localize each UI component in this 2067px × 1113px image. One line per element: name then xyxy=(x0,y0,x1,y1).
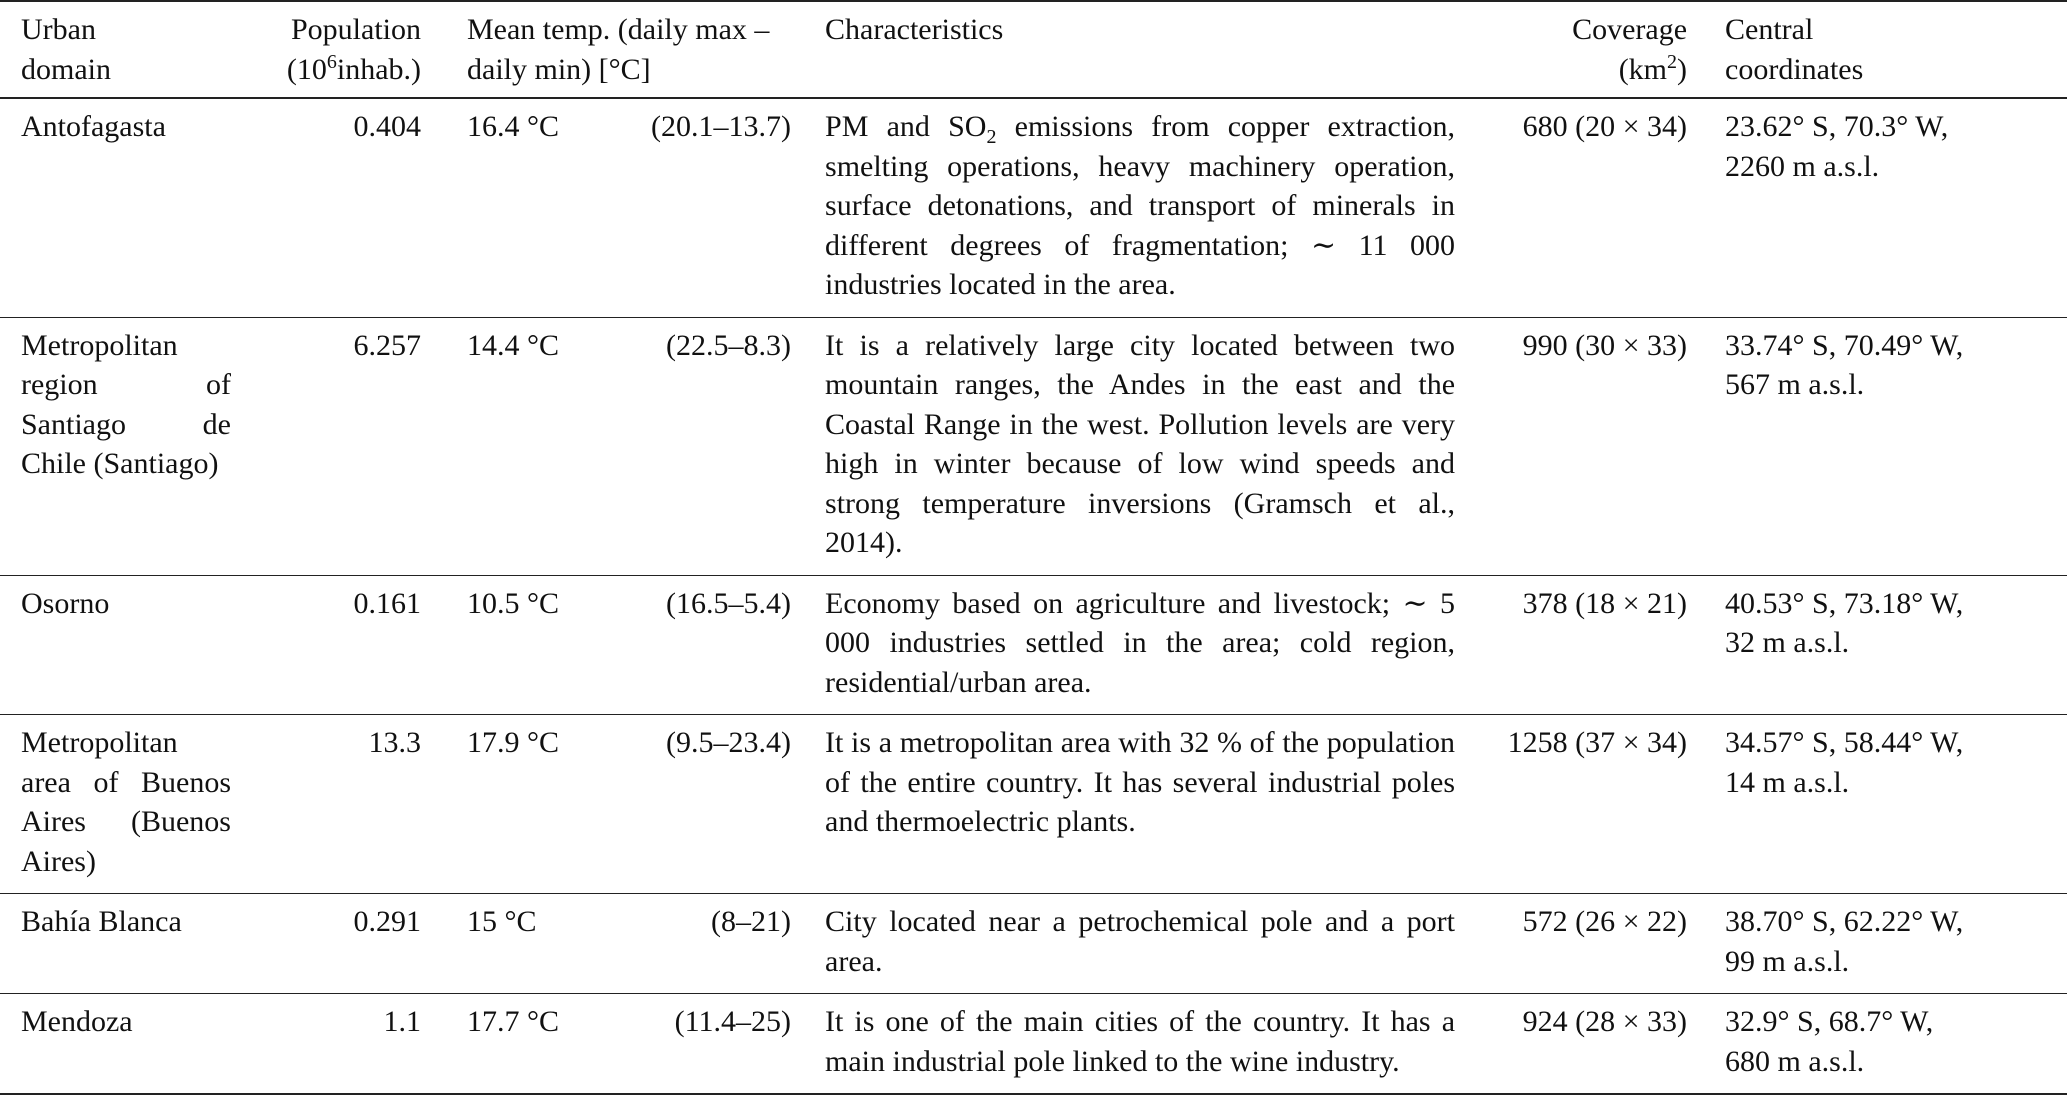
cell-mean-temp: 10.5 °C xyxy=(467,586,560,620)
cell-coverage: 572 (26 × 22) xyxy=(1522,905,1688,938)
cell-coordinates xyxy=(1725,98,2067,317)
cell-characteristics: City located near a petrochemical pole and a port area. xyxy=(825,905,1456,978)
domain-text: Mendoza xyxy=(21,1005,133,1038)
cell-characteristics: Economy based on agriculture and livestock; ∼ 5 000 industries settled in the area; cold region, residential/urban area. xyxy=(825,586,1456,699)
header-temp-line1: Mean temp. (daily max – xyxy=(467,13,770,46)
coords-line1: 32.9° S, 68.7° W, xyxy=(1725,1005,1934,1038)
cell-coverage: 924 (28 × 33) xyxy=(1522,1005,1688,1038)
cell-population: 0.161 xyxy=(353,586,421,620)
coords-line2: 680 m a.s.l. xyxy=(1725,1044,1865,1078)
header-population-unit-pre: (10 xyxy=(286,52,327,86)
header-domain-line1: Urban xyxy=(21,13,96,46)
cell-domain xyxy=(0,994,235,1095)
header-coverage-unit-sup: 2 xyxy=(1667,50,1678,73)
characteristics-subscript: 2 xyxy=(986,126,997,148)
characteristics-text-post: emissions from copper extraction, smelting operations, heavy machinery operation, surface detonations, and transport of minerals in different degrees of fragmentation; ∼ 11 000 industries located in the area. xyxy=(825,110,1456,301)
cell-coordinates xyxy=(1725,715,2067,894)
cell-coverage: 378 (18 × 21) xyxy=(1522,586,1688,620)
cell-mean-temp: 17.9 °C xyxy=(467,726,560,759)
coords-line1: 23.62° S, 70.3° W, xyxy=(1725,110,1949,143)
header-domain-line2: domain xyxy=(21,52,111,86)
cell-population: 0.291 xyxy=(353,905,421,938)
header-coords-line2: coordinates xyxy=(1725,52,1864,86)
domain-text: Antofagasta xyxy=(21,110,166,143)
header-coverage xyxy=(1455,1,1725,98)
cell-temp-range: (20.1–13.7) xyxy=(651,110,792,143)
cell-coordinates xyxy=(1725,894,2067,994)
table-row xyxy=(0,317,2067,575)
cell-mean-temp: 16.4 °C xyxy=(467,110,560,143)
table-row xyxy=(0,994,2067,1095)
cell-characteristics: It is one of the main cities of the country. It has a main industrial pole linked to the wine industry. xyxy=(825,1005,1456,1078)
cell-coverage: 990 (30 × 33) xyxy=(1522,328,1688,362)
coords-line2: 99 m a.s.l. xyxy=(1725,944,1850,978)
header-coverage-unit-pre: (km xyxy=(1618,52,1668,86)
cell-coverage: 680 (20 × 34) xyxy=(1522,110,1688,143)
cell-population: 1.1 xyxy=(383,1005,421,1038)
cell-mean-temp: 15 °C xyxy=(467,905,537,938)
coords-line1: 38.70° S, 62.22° W, xyxy=(1725,905,1964,938)
header-characteristics: Characteristics xyxy=(825,13,1004,46)
header-temp-line2: daily min) [°C] xyxy=(467,52,651,86)
domain-text: Osorno xyxy=(21,586,110,620)
table-header xyxy=(0,1,2067,98)
cell-mean-temp: 14.4 °C xyxy=(467,328,560,362)
cell-temp-range: (9.5–23.4) xyxy=(666,726,792,759)
table-row xyxy=(0,715,2067,894)
coords-line2: 32 m a.s.l. xyxy=(1725,626,1850,659)
cell-coordinates xyxy=(1725,317,2067,575)
table-body xyxy=(0,98,2067,1094)
cell-domain xyxy=(0,715,235,894)
header-coverage-line1: Coverage xyxy=(1572,13,1688,46)
header-population xyxy=(235,1,423,98)
cell-temp-range: (22.5–8.3) xyxy=(666,328,792,362)
cell-mean-temp: 17.7 °C xyxy=(467,1005,560,1038)
coords-line2: 2260 m a.s.l. xyxy=(1725,149,1880,183)
cell-domain xyxy=(0,317,235,575)
domain-text: Metropolitan region of Santiago de Chile (Santiago) xyxy=(21,328,231,480)
header-row xyxy=(0,1,2067,98)
cell-coverage: 1258 (37 × 34) xyxy=(1507,726,1688,759)
cell-domain xyxy=(0,98,235,317)
coords-line2: 567 m a.s.l. xyxy=(1725,368,1865,401)
header-population-line1: Population xyxy=(290,13,421,46)
cell-characteristics: It is a relatively large city located between two mountain ranges, the Andes in the east and the Coastal Range in the west. Pollution levels are very high in winter because of low wind speeds and strong temperature inversions (Gramsch et al., 2014). xyxy=(825,328,1456,559)
domain-text: Bahía Blanca xyxy=(21,905,182,938)
cell-coordinates xyxy=(1725,575,2067,715)
cell-coordinates xyxy=(1725,994,2067,1095)
header-coords-line1: Central xyxy=(1725,13,1814,46)
coords-line1: 40.53° S, 73.18° W, xyxy=(1725,586,1964,620)
cell-population: 6.257 xyxy=(353,328,421,362)
coords-line2: 14 m a.s.l. xyxy=(1725,765,1850,799)
characteristics-text-pre: PM and SO xyxy=(825,110,987,143)
coords-line1: 34.57° S, 58.44° W, xyxy=(1725,726,1964,759)
header-population-unit-sup: 6 xyxy=(326,50,337,73)
cell-characteristics: It is a metropolitan area with 32 % of the population of the entire country. It has several industrial poles and thermoelectric plants. xyxy=(825,726,1456,838)
header-urban-domain xyxy=(0,1,235,98)
cell-domain xyxy=(0,894,235,994)
domain-text: Metropolitan area of Buenos Aires (Buenos Aires) xyxy=(21,726,231,878)
header-central-coordinates xyxy=(1725,1,2067,98)
header-mean-temp xyxy=(423,1,825,98)
cell-temp-range: (8–21) xyxy=(711,905,792,938)
header-coverage-unit-post: ) xyxy=(1677,52,1688,86)
cell-domain xyxy=(0,575,235,715)
table-row xyxy=(0,98,2067,317)
coords-line1: 33.74° S, 70.49° W, xyxy=(1725,328,1964,362)
cell-temp-range: (11.4–25) xyxy=(674,1005,792,1038)
cell-temp-range: (16.5–5.4) xyxy=(666,586,792,620)
table-row xyxy=(0,575,2067,715)
table-row xyxy=(0,894,2067,994)
header-population-unit-post: inhab.) xyxy=(336,52,421,86)
cell-characteristics xyxy=(825,98,1455,317)
cell-population: 13.3 xyxy=(368,726,421,759)
cell-population: 0.404 xyxy=(353,110,421,143)
